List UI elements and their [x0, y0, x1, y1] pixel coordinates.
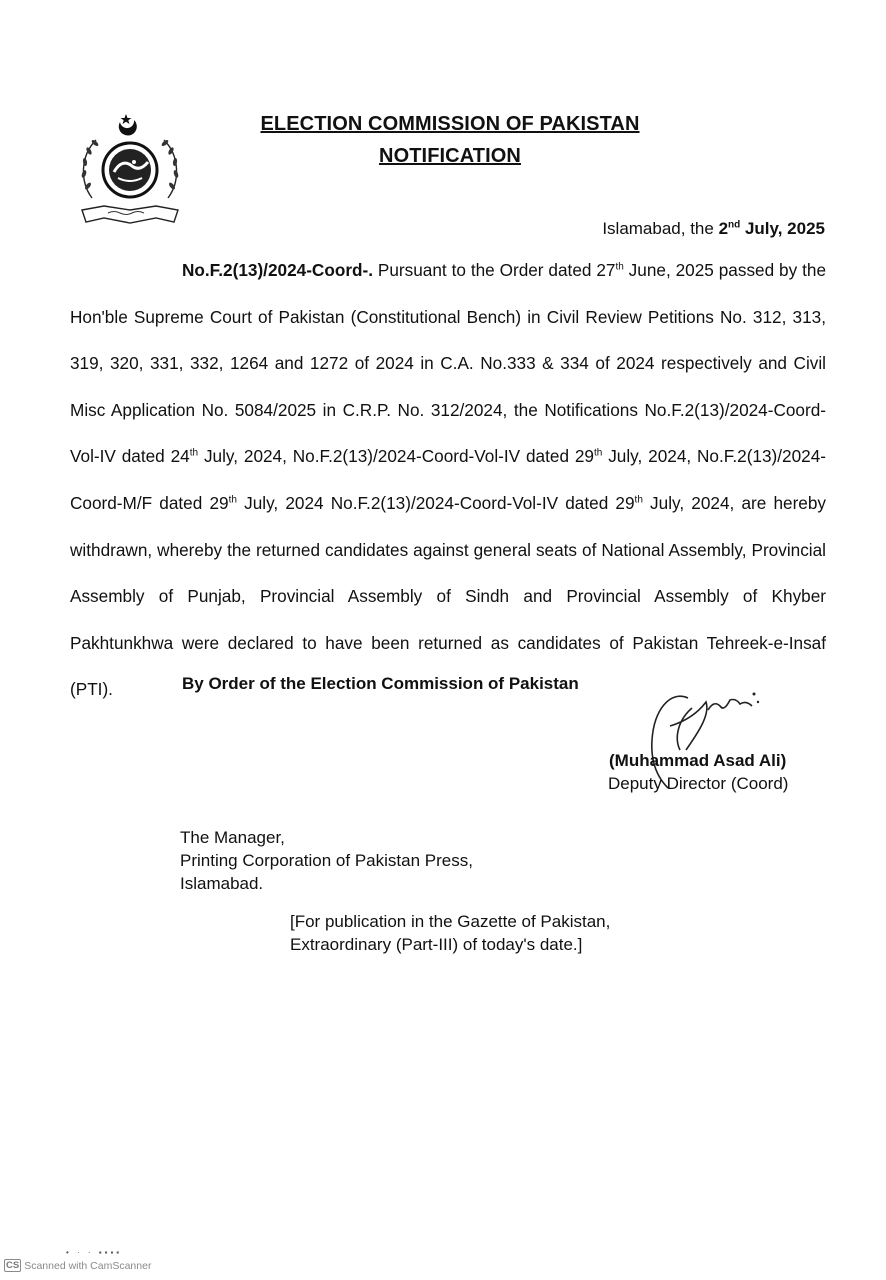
- by-order-line: By Order of the Election Commission of Pakistan: [182, 674, 579, 693]
- notification-body: [70, 247, 826, 713]
- body-sup-4: th: [228, 494, 237, 506]
- reference-number: No.F.2(13)/2024-Coord-.: [182, 260, 374, 280]
- scan-artifact-dots: • · · ▪▪▪▪: [66, 1248, 123, 1257]
- notification-heading: NOTIFICATION: [379, 145, 521, 167]
- body-sup-2: th: [189, 447, 199, 459]
- dateline-day-suffix: nd: [728, 219, 741, 231]
- body-sup-5: th: [634, 494, 643, 506]
- dateline-day: 2: [718, 219, 729, 238]
- recipient-block: [180, 826, 473, 895]
- recipient-line-2: Printing Corporation of Pakistan Press,: [180, 851, 473, 870]
- camscanner-badge: CS: [6, 1260, 20, 1271]
- body-text-5: July, 2024 No.F.2(13)/2024-Coord-Vol-IV dated 29: [236, 492, 635, 513]
- election-commission-emblem-icon: [74, 110, 186, 238]
- publication-note-line-1: [For publication in the Gazette of Pakistan,: [290, 912, 611, 931]
- body-text-4: July, 2024, No.F.2(13)/2024-Coord-M/F dated 29: [70, 446, 826, 513]
- body-sup-3: th: [594, 447, 603, 459]
- body-text-6: July, 2024, are hereby withdrawn, whereby the returned candidates against general seats of National Assembly, Provincial Assembly of Punjab, Provincial Assembly of Sindh and Provincial Assembly of Khyber Pakhtunkhwa were declared to have been returned as candidates of Pakistan Tehreek-e-Insaf (PTI).: [70, 492, 827, 700]
- organization-heading: ELECTION COMMISSION OF PAKISTAN: [260, 113, 640, 135]
- publication-note-line-2: Extraordinary (Part-III) of today's date.]: [290, 935, 583, 954]
- recipient-line-1: The Manager,: [180, 828, 285, 847]
- signatory-title: Deputy Director (Coord): [608, 774, 789, 793]
- body-text-3: July, 2024, No.F.2(13)/2024-Coord-Vol-IV dated 29: [198, 446, 594, 467]
- body-text-2: June, 2025 passed by the Hon'ble Supreme Court of Pakistan (Constitutional Bench) in Civil Review Petitions No. 312, 313, 319, 320, 331, 332, 1264 and 1272 of 2024 in C.A. No.333 & 334 of 2024 respectively and Civil Misc Application No. 5084/2025 in C.R.P. No. 312/2024, the Notifications No.F.2(13)/2024-Coord-Vol-IV dated 24: [70, 260, 826, 467]
- recipient-line-3: Islamabad.: [180, 874, 264, 893]
- publication-note: [290, 910, 610, 956]
- dateline-rest: July, 2025: [740, 219, 825, 238]
- dateline-prefix: Islamabad, the: [602, 219, 719, 238]
- scanner-watermark: [4, 1259, 151, 1272]
- body-paragraph: [70, 247, 826, 713]
- camscanner-text: Scanned with CamScanner: [24, 1259, 152, 1272]
- signatory-name: (Muhammad Asad Ali): [609, 751, 787, 770]
- body-sup-1: th: [615, 261, 624, 273]
- body-text-1: Pursuant to the Order dated 27: [373, 260, 616, 280]
- dateline: [602, 217, 825, 240]
